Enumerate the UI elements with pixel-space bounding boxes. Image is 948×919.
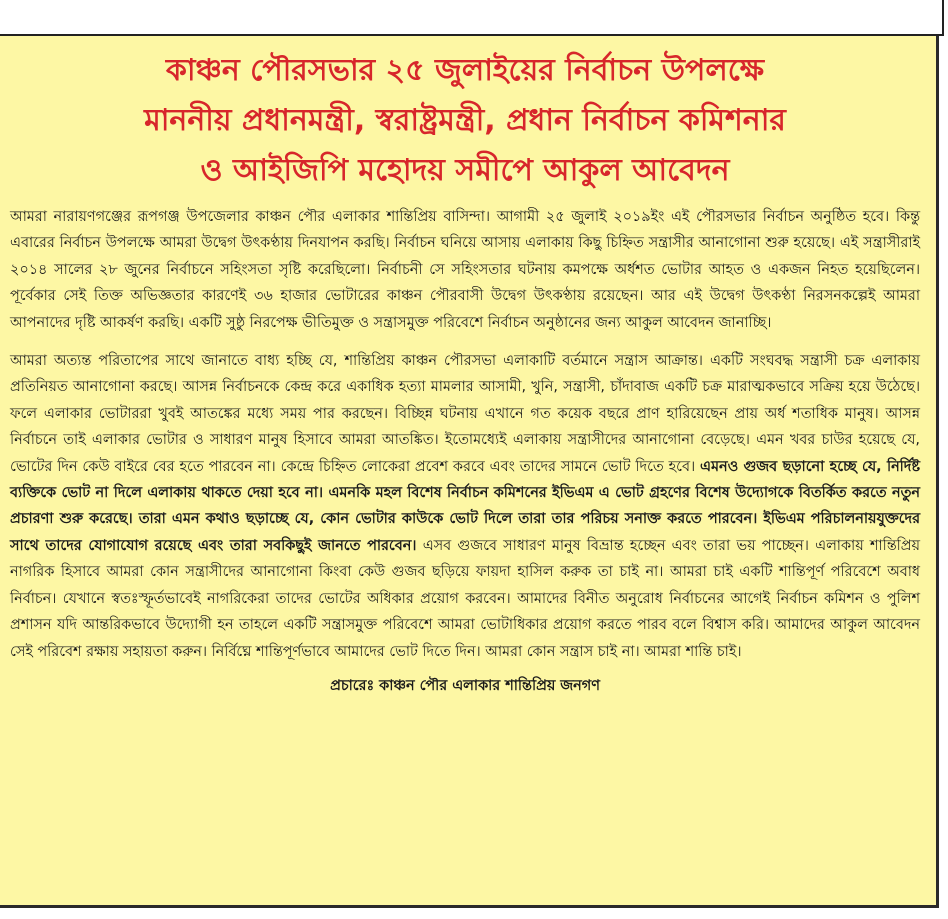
headline-line: ও আইজিপি মহোদয় সমীপে আকুল আবেদন [200,153,730,188]
public-notice-box [0,36,939,908]
headline-line: মাননীয় প্রধানমন্ত্রী, স্বরাষ্ট্রমন্ত্রী, প্রধান নির্বাচন কমিশনার [144,103,786,138]
notice-headline [10,46,920,196]
body-paragraph-1: আমরা নারায়ণগঞ্জের রূপগঞ্জ উপজেলার কাঞ্চন পৌর এলাকার শান্তিপ্রিয় বাসিন্দা। আগামী ২৫ জুলাই ২০১৯ইং এই পৌরসভার নির্বাচন অনুষ্ঠিত হবে। কিন্তু এবারের নির্বাচন উপলক্ষে আমরা উদ্বেগ উৎকণ্ঠায় দিনযাপন করছি। নির্বাচন ঘনিয়ে আসায় এলাকায় কিছু চিহ্নিত সন্ত্রাসীর আনাগোনা শুরু হয়েছে। এই সন্ত্রাসীরাই ২০১৪ সালের ২৮ জুনের নির্বাচনে সহিংসতা সৃষ্টি করেছিলো। নির্বাচনী সে সহিংসতার ঘটনায় কমপক্ষে অর্ধশত ভোটার আহত ও একজন নিহত হয়েছিলেন। পূর্বেকার সেই তিক্ত অভিজ্ঞতার কারণেই ৩৬ হাজার ভোটারের কাঞ্চন পৌরবাসী উদ্বেগ উৎকণ্ঠায় রয়েছেন। আর এই উদ্বেগ উৎকণ্ঠা নিরসনকল্পেই আমরা আপনাদের দৃষ্টি আকর্ষণ করছি। একটি সুষ্ঠু নিরপেক্ষ ভীতিমুক্ত ও সন্ত্রাসমুক্ত পরিবেশে নির্বাচন অনুষ্ঠানের জন্য আকুল আবেদন জানাচ্ছি। [10,209,920,331]
page-footer-strip [0,908,948,919]
paragraph-2-bold-rumor: এমনও গুজব ছড়ানো হচ্ছে যে, নির্দিষ্ট ব্যক্তিকে ভোট না দিলে এলাকায় থাকতে দেয়া হবে না। এমনকি মহল বিশেষ নির্বাচন কমিশনের ইভিএম এ ভোট গ্রহণের বিশেষ উদ্যোগকে বিতর্কিত করতে নতুন প্রচারণা শুরু করেছে। তারা এমন কথাও ছড়াচ্ছে যে, কোন ভোটার কাউকে ভোট দিলে তারা তার পরিচয় সনাক্ত করতে পারবেন। ইভিএম পরিচালনায়যুক্তদের সাথে তাদের যোগাযোগ রয়েছে এবং তারা সবকিছুই জানতে পারবেন। [10,458,920,554]
body-paragraph-2 [10,348,920,665]
paragraph-2-closing: এসব গুজবে সাধারণ মানুষ বিভ্রান্ত হচ্ছেন এবং তারা ভয় পাচ্ছেন। এলাকায় শান্তিপ্রিয় নাগরিক হিসাবে আমরা কোন সন্ত্রাসীদের আনাগোনা কিংবা কেউ গুজব ছড়িয়ে ফায়দা হাসিল করুক তা চাই না। আমরা চাই একটি শান্তিপূর্ণ পরিবেশে অবাধ নির্বাচন। যেখানে স্বতঃস্ফূর্তভাবেই নাগরিকেরা তাদের ভোটের অধিকার প্রয়োগ করবেন। আমাদের বিনীত অনুরোধ নির্বাচনের আগেই নির্বাচন কমিশন ও পুলিশ প্রশাসন যদি আন্তরিকভাবে উদ্যোগী হন তাহলে একটি সন্ত্রাসমুক্ত পরিবেশে আমরা ভোটাধিকার প্রয়োগ করতে পারব বলে বিশ্বাস করি। আমাদের আকুল আবেদন সেই পরিবেশ রক্ষায় সহায়তা করুন। নির্বিঘ্নে শান্তিপূর্ণভাবে আমাদের ভোট দিতে দিন। আমরা কোন সন্ত্রাস চাই না। আমরা শান্তি চাই। [10,537,921,660]
paragraph-2-intro: আমরা অত্যন্ত পরিতাপের সাথে জানাতে বাধ্য হচ্ছি যে, শান্তিপ্রিয় কাঞ্চন পৌরসভা এলাকাটি বর্তমানে সন্ত্রাস আক্রান্ত। একটি সংঘবদ্ধ সন্ত্রাসী চক্র এলাকায় প্রতিনিয়ত আনাগোনা করছে। আসন্ন নির্বাচনকে কেন্দ্র করে একাধিক হত্যা মামলার আসামী, খুনি, সন্ত্রাসী, চাঁদাবাজ একটি চক্র মারাত্মকভাবে সক্রিয় হয়ে উঠেছে। ফলে এলাকার ভোটাররা খুবই আতঙ্কের মধ্যে সময় পার করছেন। বিচ্ছিন্ন ঘটনায় এখানে গত কয়েক বছরে প্রাণ হারিয়েছেন প্রায় অর্ধ শতাধিক মানুষ। আসন্ন নির্বাচনে তাই এলাকার ভোটার ও সাধারণ মানুষ হিসাবে আমরা আতঙ্কিত। ইতোমধ্যেই এলাকায় সন্ত্রাসীদের আনাগোনা বেড়েছে। এমন খবর চাউর হয়েছে যে, ভোটের দিন কেউ বাইরে বের হতে পারবেন না। কেন্দ্রে চিহ্নিত লোকেরা প্রবেশ করবে এবং তাদের সামনে ভোট দিতে হবে। [10,353,920,475]
page-header-strip [0,0,944,36]
notice-footer-credit: প্রচারেঃ কাঞ্চন পৌর এলাকার শান্তিপ্রিয় জনগণ [330,677,600,694]
headline-line: কাঞ্চন পৌরসভার ২৫ জুলাইয়ের নির্বাচন উপলক্ষে [165,53,765,88]
